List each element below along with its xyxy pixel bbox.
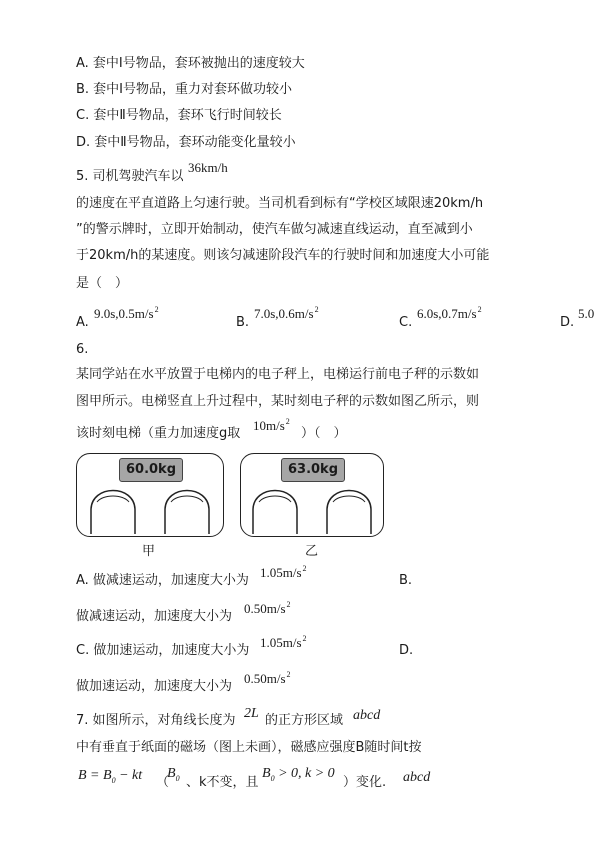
q5-line5: 是（ ） <box>76 276 129 291</box>
left-toe-b <box>259 496 291 502</box>
q7-cond-sub: 0 <box>270 774 275 783</box>
q5-lead-text: 5. 司机驾驶汽车以 <box>76 169 184 184</box>
q6-option-b-sq: 2 <box>286 600 291 609</box>
q7-line1: 7. 如图所示，对角线长度为 <box>76 713 236 728</box>
q6-option-a: A. 做减速运动，加速度大小为 <box>76 573 249 588</box>
q6-number: 6. <box>76 342 89 357</box>
q6-option-c-value <box>260 635 307 653</box>
q6-line1: 某同学站在水平放置于电梯内的电子秤上，电梯运行前电子秤的示数如 <box>76 367 480 382</box>
q5-option-b-value <box>254 306 319 324</box>
q6-option-a-text: 1.05m/s <box>260 565 302 580</box>
q6-option-c-sq: 2 <box>302 634 307 643</box>
q5-speed: 36km/h <box>188 160 228 175</box>
q6-g-value <box>253 418 290 436</box>
q6-option-c: C. 做加速运动，加速度大小为 <box>76 643 250 658</box>
q7-formula-rest: − kt <box>115 768 143 783</box>
q6-option-d-label: D. <box>399 643 414 658</box>
q7-paren-open: （ <box>156 775 170 790</box>
left-toe-a <box>97 496 129 502</box>
scale-b-feet <box>241 454 383 536</box>
q4-option-b: B. 套中Ⅰ号物品，重力对套环做功较小 <box>76 82 293 97</box>
q6-option-b-label: B. <box>399 573 413 588</box>
q5-option-c-text: 6.0s,0.7m/s <box>417 306 477 321</box>
q5-option-a-label: A. <box>76 315 89 330</box>
scale-figure-b <box>240 453 384 537</box>
right-foot-b <box>327 491 371 535</box>
q4-option-a: A. 套中Ⅰ号物品，套环被抛出的速度较大 <box>76 56 305 71</box>
q7-line2: 中有垂直于纸面的磁场（图上未画），磁感应强度B随时间t按 <box>76 740 422 755</box>
q5-option-b-sq: 2 <box>314 305 319 314</box>
q7-formula <box>78 768 142 785</box>
q6-option-a-sq: 2 <box>302 564 307 573</box>
q6-option-d-sq: 2 <box>286 670 291 679</box>
q6-line3: 该时刻电梯（重力加速度g取 <box>76 426 241 441</box>
q7-cond-b: B <box>262 766 271 781</box>
q5-option-a-sq: 2 <box>154 305 159 314</box>
q5-option-c-sq: 2 <box>477 305 482 314</box>
scale-a-display: 60.0kg <box>119 458 183 482</box>
caption-a: 甲 <box>142 544 156 559</box>
q7-line3-mid: 、k不变，且 <box>186 775 259 790</box>
q5-option-d-value: 5.0 <box>578 306 595 321</box>
q6-line3-end: ）（ ） <box>301 426 347 441</box>
left-foot-a <box>91 491 135 535</box>
q7-line1-mid: 的正方形区域 <box>265 713 344 728</box>
q7-b0-b: B <box>167 766 176 781</box>
q5-option-c-label: C. <box>399 315 413 330</box>
q5-option-b-text: 7.0s,0.6m/s <box>254 306 314 321</box>
q6-g-text: 10m/s <box>253 418 285 433</box>
q4-option-d: D. 套中Ⅱ号物品，套环动能变化量较小 <box>76 135 296 150</box>
q6-option-b-text: 0.50m/s <box>244 601 286 616</box>
q7-formula-b: B = B <box>78 768 112 783</box>
q7-b0 <box>167 766 180 783</box>
scale-b-display: 63.0kg <box>281 458 345 482</box>
q6-option-c-text: 1.05m/s <box>260 635 302 650</box>
q5-line2: 的速度在平直道路上匀速行驶。当司机看到标有“学校区域限速20km/h <box>76 196 484 211</box>
q7-region2: abcd <box>403 770 431 785</box>
q7-cond-rest: > 0, k > 0 <box>274 766 335 781</box>
q6-option-b-value <box>244 601 291 619</box>
q5-line3: ”的警示牌时，立即开始制动，使汽车做匀减速直线运动，直至减到小 <box>76 222 473 237</box>
right-toe-b <box>333 496 365 502</box>
q5-option-a-text: 9.0s,0.5m/s <box>94 306 154 321</box>
q6-option-d-text: 0.50m/s <box>244 671 286 686</box>
q4-option-c: C. 套中Ⅱ号物品，套环飞行时间较长 <box>76 108 282 123</box>
q6-g-sq: 2 <box>285 417 290 426</box>
q5-option-d-label: D. <box>560 315 575 330</box>
q7-b0-sub: 0 <box>175 774 180 783</box>
q6-option-b: 做减速运动，加速度大小为 <box>76 609 233 624</box>
scale-a-feet <box>77 454 223 536</box>
right-foot-a <box>165 491 209 535</box>
q6-option-d: 做加速运动，加速度大小为 <box>76 679 233 694</box>
q5-lead <box>76 169 184 185</box>
caption-b: 乙 <box>305 544 319 559</box>
q5-option-c-value <box>417 306 482 324</box>
left-foot-b <box>253 491 297 535</box>
q5-line4: 于20km/h的某速度。则该匀减速阶段汽车的行驶时间和加速度大小可能 <box>76 248 490 263</box>
q7-cond <box>262 766 335 783</box>
q6-option-d-value <box>244 671 291 689</box>
q6-option-a-value <box>260 565 307 583</box>
q5-option-b-label: B. <box>236 315 250 330</box>
right-toe-a <box>171 496 203 502</box>
q7-line3-end: ）变化. <box>343 775 387 790</box>
q7-diag: 2L <box>244 706 259 721</box>
q6-line2: 图甲所示。电梯竖直上升过程中，某时刻电子秤的示数如图乙所示，则 <box>76 394 480 409</box>
q7-formula-sub: 0 <box>111 776 116 785</box>
q7-region: abcd <box>353 708 381 723</box>
scale-figure-a <box>76 453 224 537</box>
q5-option-a-value <box>94 306 159 324</box>
